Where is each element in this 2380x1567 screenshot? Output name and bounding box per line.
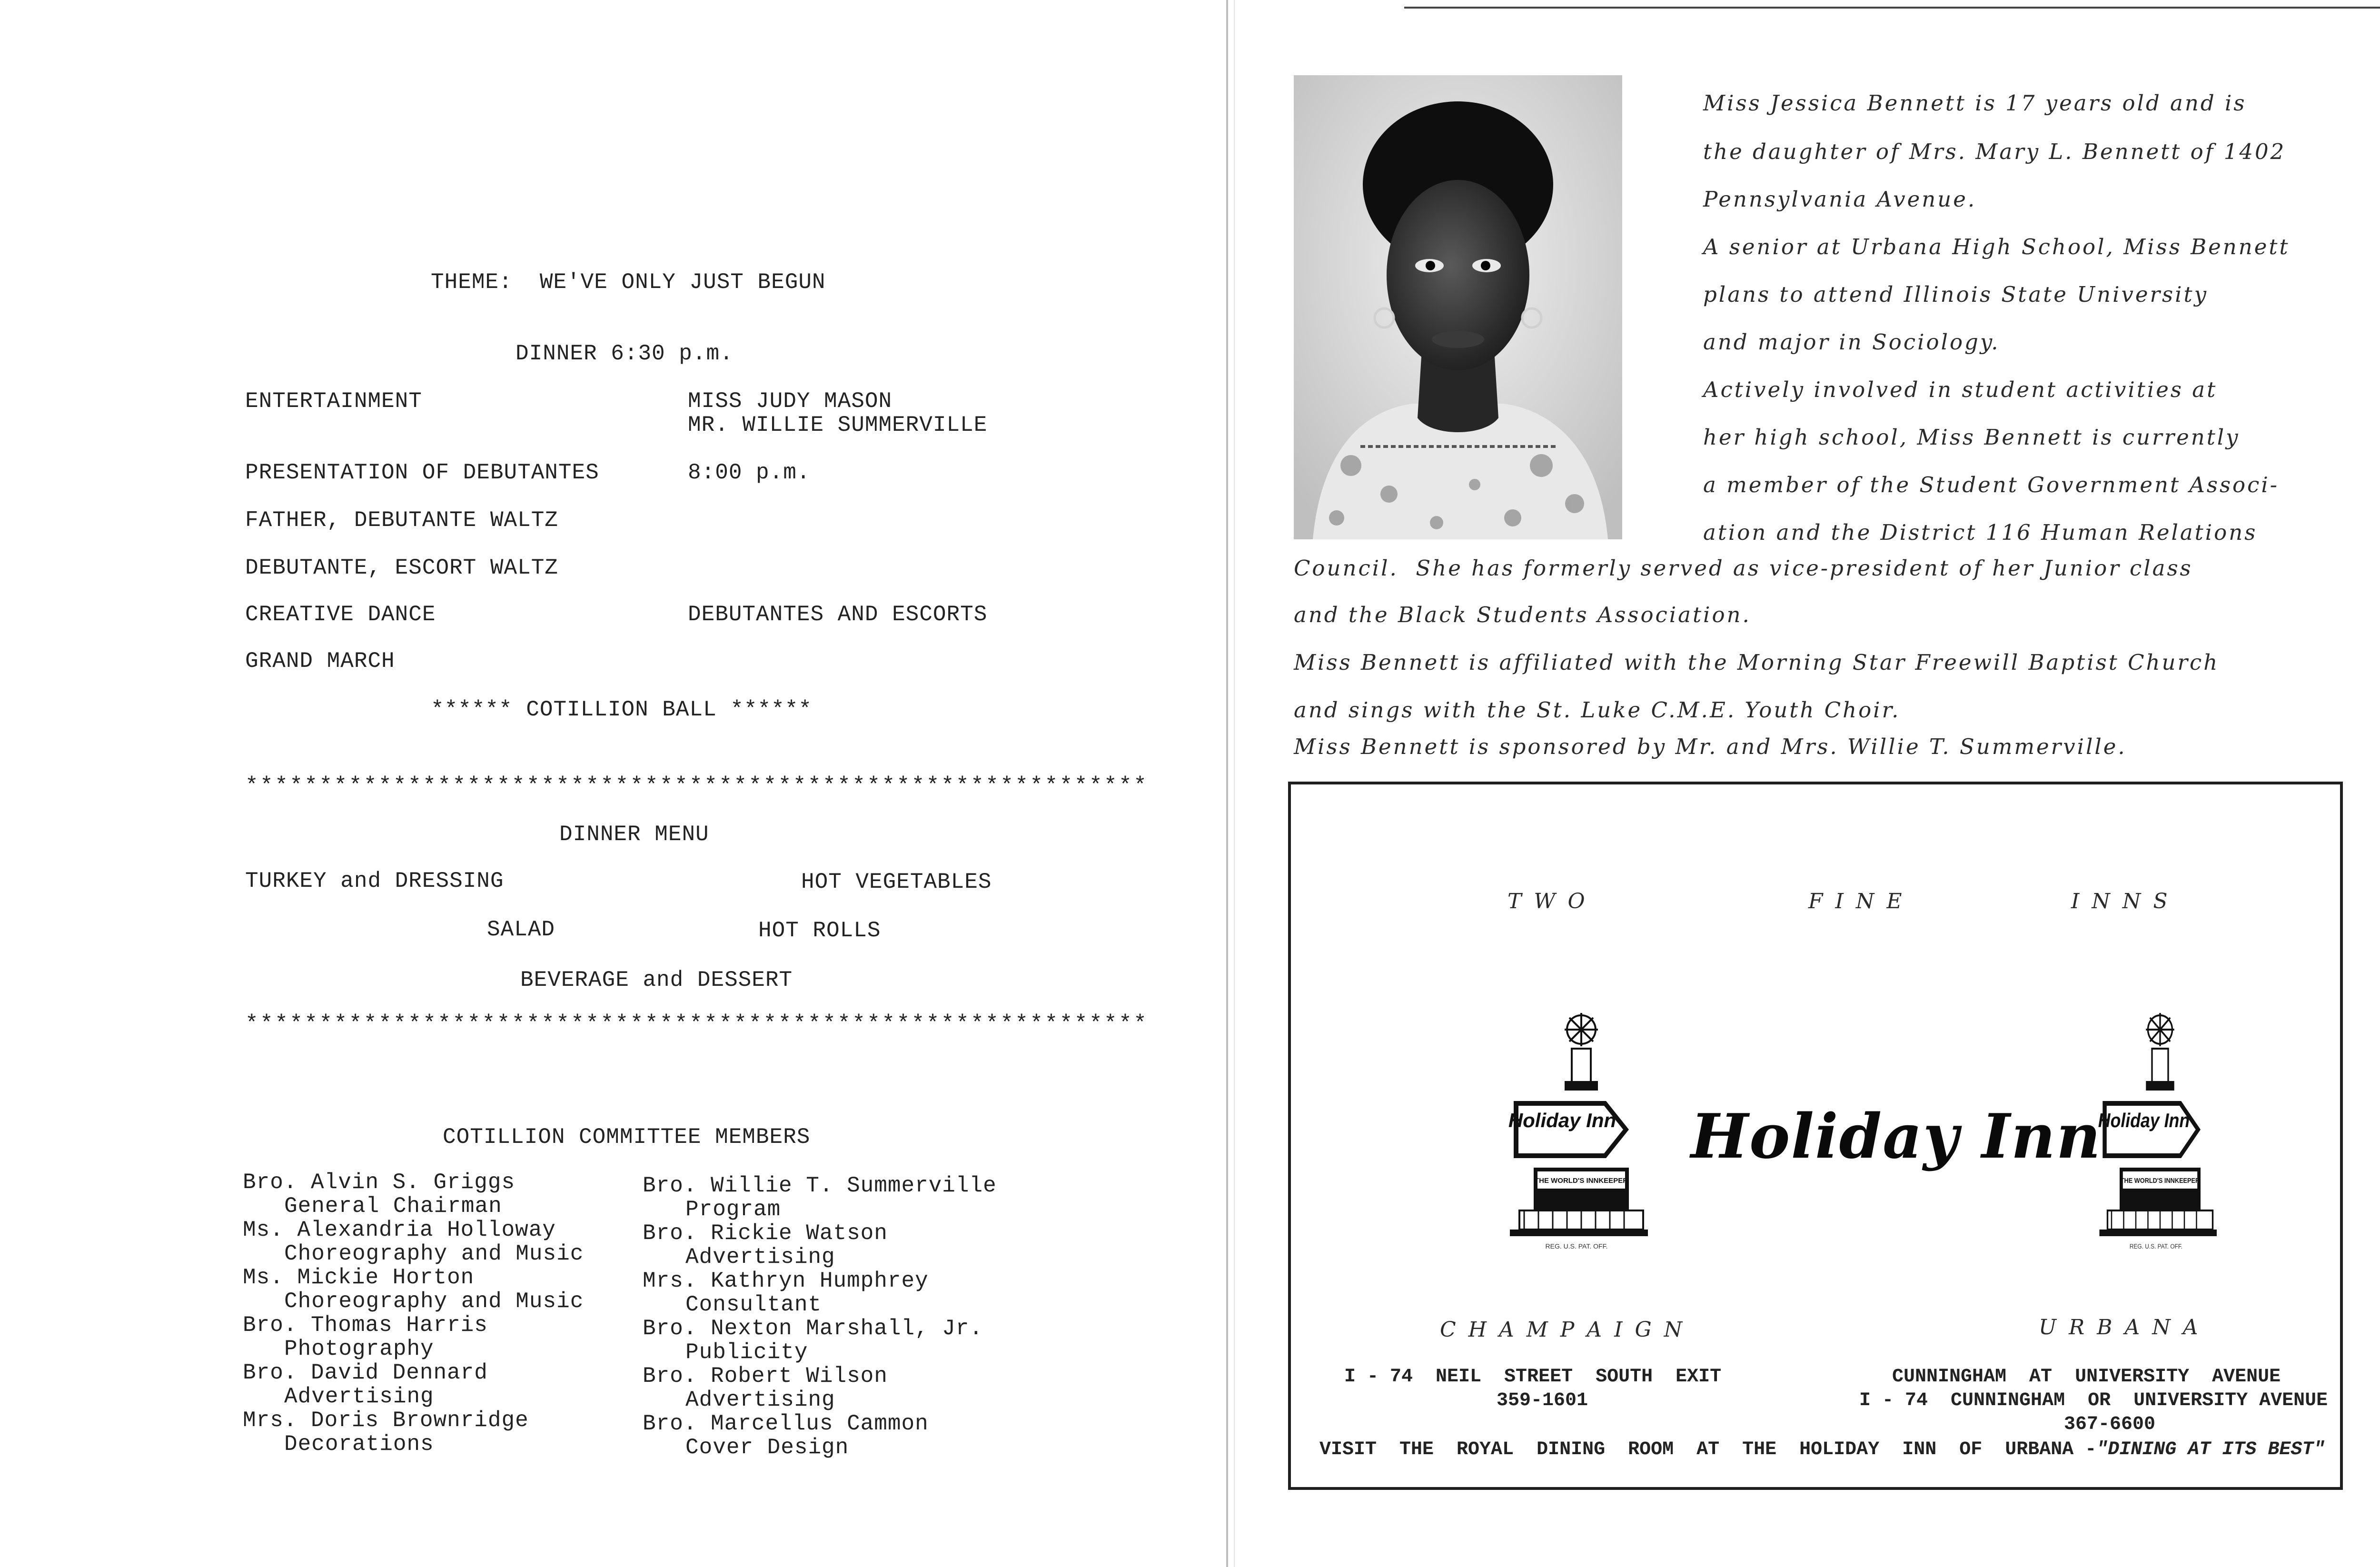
divider: ************************************************************* xyxy=(245,774,1149,798)
dinner-time: DINNER 6:30 p.m. xyxy=(516,341,734,366)
committee-member-name: Ms. Alexandria Holloway xyxy=(243,1218,556,1242)
svg-text:Holiday Inn: Holiday Inn xyxy=(2098,1110,2190,1132)
committee-member-role: Photography xyxy=(284,1337,434,1361)
bio-line-wide: Miss Bennett is sponsored by Mr. and Mrs. Willie T. Summerville. xyxy=(1294,734,2127,759)
svg-text:THE WORLD'S INNKEEPER: THE WORLD'S INNKEEPER xyxy=(1534,1177,1628,1185)
ad-headline-word: F I N E xyxy=(1808,889,1905,913)
bio-line: her high school, Miss Bennett is currently xyxy=(1703,425,2240,450)
menu-item: TURKEY and DRESSING xyxy=(245,869,504,893)
bio-line-wide: Miss Bennett is affiliated with the Morning Star Freewill Baptist Church xyxy=(1294,650,2220,675)
committee-member-name: Ms. Mickie Horton xyxy=(243,1265,475,1290)
menu-item: SALAD xyxy=(487,917,555,942)
committee-member-role: Consultant xyxy=(685,1292,822,1317)
cotillion-ball-heading: ****** COTILLION BALL ****** xyxy=(431,697,812,722)
committee-member-role: Decorations xyxy=(284,1432,434,1457)
bio-line-wide: and the Black Students Association. xyxy=(1294,602,1751,627)
ad-footer-slogan: "DINING AT ITS BEST" xyxy=(2096,1439,2325,1460)
committee-member-name: Mrs. Kathryn Humphrey xyxy=(643,1269,929,1293)
location-phone: 367-6600 xyxy=(2064,1414,2156,1435)
schedule-detail: MR. WILLIE SUMMERVILLE xyxy=(688,413,988,437)
holiday-inn-logo: Holiday Inn xyxy=(1691,1101,2102,1172)
location-phone: 359-1601 xyxy=(1497,1390,1588,1411)
ad-headline-word: T W O xyxy=(1507,889,1588,913)
schedule-item: FATHER, DEBUTANTE WALTZ xyxy=(245,508,558,533)
location-city: U R B A N A xyxy=(2039,1315,2201,1339)
committee-member-role: Choreography and Music xyxy=(284,1289,584,1314)
committee-member-name: Bro. Nexton Marshall, Jr. xyxy=(643,1316,983,1341)
page-fold-shadow xyxy=(1234,0,1235,1567)
bio-line: and major in Sociology. xyxy=(1703,329,2000,355)
holiday-inn-sign-icon xyxy=(1505,1011,1648,1253)
holiday-inn-sign-icon xyxy=(2095,1011,2217,1253)
location-address: I - 74 NEIL STREET SOUTH EXIT xyxy=(1344,1366,1722,1388)
schedule-detail: 8:00 p.m. xyxy=(688,460,811,485)
committee-member-role: Advertising xyxy=(685,1245,835,1269)
bio-line: a member of the Student Government Associ- xyxy=(1703,472,2279,497)
svg-text:THE WORLD'S INNKEEPER: THE WORLD'S INNKEEPER xyxy=(2120,1176,2200,1185)
menu-item: HOT ROLLS xyxy=(758,918,881,943)
committee-member-role: General Chairman xyxy=(284,1194,502,1219)
page-fold xyxy=(1226,0,1228,1567)
location-address: CUNNINGHAM AT UNIVERSITY AVENUE xyxy=(1892,1366,2281,1388)
committee-member-role: Choreography and Music xyxy=(284,1241,584,1266)
committee-member-name: Bro. Marcellus Cammon xyxy=(643,1411,929,1436)
schedule-detail: MISS JUDY MASON xyxy=(688,389,892,414)
menu-item: BEVERAGE and DESSERT xyxy=(520,968,793,992)
committee-member-role: Advertising xyxy=(685,1388,835,1412)
committee-title: COTILLION COMMITTEE MEMBERS xyxy=(443,1125,811,1150)
bio-line: ation and the District 116 Human Relations xyxy=(1703,520,2258,545)
committee-member-name: Mrs. Doris Brownridge xyxy=(243,1408,529,1433)
committee-member-role: Publicity xyxy=(685,1340,808,1365)
committee-member-name: Bro. David Dennard xyxy=(243,1360,488,1385)
committee-member-name: Bro. Willie T. Summerville xyxy=(643,1173,997,1198)
bio-line: Actively involved in student activities at xyxy=(1703,377,2218,402)
svg-text:REG. U.S. PAT. OFF.: REG. U.S. PAT. OFF. xyxy=(1545,1242,1608,1250)
committee-member-name: Bro. Rickie Watson xyxy=(643,1221,888,1246)
bio-line: A senior at Urbana High School, Miss Bennett xyxy=(1703,234,2290,259)
schedule-item: GRAND MARCH xyxy=(245,649,395,674)
committee-member-role: Cover Design xyxy=(685,1435,849,1460)
committee-member-name: Bro. Alvin S. Griggs xyxy=(243,1170,516,1195)
bio-line: Pennsylvania Avenue. xyxy=(1703,187,1977,212)
ad-headline-word: I N N S xyxy=(2071,889,2171,913)
location-city: C H A M P A I G N xyxy=(1440,1318,1686,1342)
menu-title: DINNER MENU xyxy=(559,822,709,847)
schedule-detail: DEBUTANTES AND ESCORTS xyxy=(688,602,988,627)
svg-text:Holiday Inn: Holiday Inn xyxy=(1508,1109,1616,1131)
theme-line: THEME: WE'VE ONLY JUST BEGUN xyxy=(431,270,826,295)
bio-line-wide: and sings with the St. Luke C.M.E. Youth Choir. xyxy=(1294,697,1901,723)
holiday-inn-ad xyxy=(1288,782,2343,1490)
bio-line: plans to attend Illinois State University xyxy=(1703,282,2209,307)
committee-member-name: Bro. Robert Wilson xyxy=(643,1364,888,1388)
top-edge-line xyxy=(1404,7,2380,9)
schedule-item: PRESENTATION OF DEBUTANTES xyxy=(245,460,599,485)
menu-item: HOT VEGETABLES xyxy=(801,870,992,894)
schedule-item: CREATIVE DANCE xyxy=(245,602,436,627)
committee-member-name: Bro. Thomas Harris xyxy=(243,1313,488,1338)
schedule-item: DEBUTANTE, ESCORT WALTZ xyxy=(245,555,558,580)
ad-footer xyxy=(1319,1439,2325,1460)
ad-footer-main: VISIT THE ROYAL DINING ROOM AT THE HOLIDAY INN OF URBANA - xyxy=(1319,1439,2097,1460)
schedule-item: ENTERTAINMENT xyxy=(245,389,422,414)
committee-member-role: Program xyxy=(685,1197,781,1222)
committee-member-role: Advertising xyxy=(284,1384,434,1409)
bio-line-wide: Council. She has formerly served as vice-president of her Junior class xyxy=(1294,555,2193,581)
bio-line: the daughter of Mrs. Mary L. Bennett of 1402 xyxy=(1703,139,2286,164)
bio-line: Miss Jessica Bennett is 17 years old and is xyxy=(1703,90,2247,116)
debutante-photo xyxy=(1294,75,1622,539)
location-address-2: I - 74 CUNNINGHAM OR UNIVERSITY AVENUE xyxy=(1859,1390,2328,1411)
svg-text:REG. U.S. PAT. OFF.: REG. U.S. PAT. OFF. xyxy=(2129,1242,2183,1250)
divider: ************************************************************* xyxy=(245,1012,1149,1036)
